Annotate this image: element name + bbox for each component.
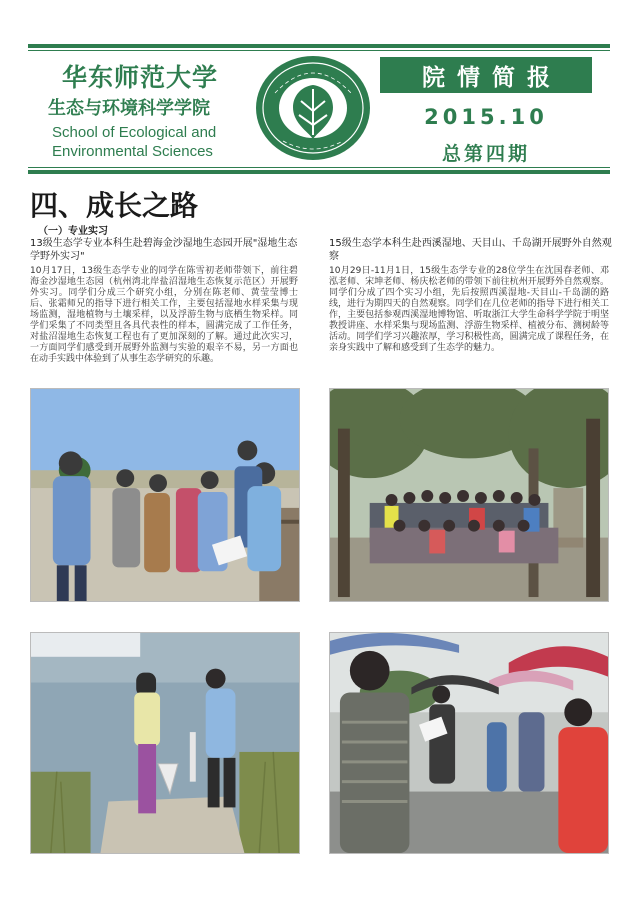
article-2-body: 10月29日-11月1日，15级生态学专业的28位学生在沈国春老师、邓泓老师、宋坤老师、杨庆松老师的带领下前往杭州开展野外自然观察。同学们分成了四个实习小组，先后按照西溪湿地-天目山-千岛湖的路线，进行为期四天的自然观察。同学们在几位老师的指导下进行相关工作，主要包括参观西溪湿地博物馆、听取浙江大学生命科学学院于明坚教授讲座、水样采集与现场监测、浮游生物采样、植被分布、测树龄等活动。同学们学习兴趣浓厚，学习积极性高，圆满完成了课程任务，在亲身实践中了解和感受到了生态学的魅力。 [329,266,609,353]
header-rule-bottom-thick [28,170,610,174]
college-name-en-line1: School of Ecological and [52,124,217,141]
college-name-cn: 生态与环境科学学院 [48,98,210,119]
photo-students-boardwalk [30,388,300,602]
article-2-title: 15级生态学本科生赴西溪湿地、天目山、千岛湖开展野外自然观察 [329,238,612,262]
college-name-en-line2: Environmental Sciences [52,143,213,160]
issue-date: 2015.10 [424,105,548,129]
issue-number: 总第四期 [441,143,530,165]
header-rule-bottom-thin [28,167,610,168]
university-name-cn: 华东师范大学 [62,63,219,92]
header-rule-top-thick [28,44,610,48]
photo-group-forest [329,388,609,602]
university-seal-logo [253,53,373,163]
article-1-body: 10月17日，13级生态学专业的同学在陈雪初老师带领下，前往碧海金沙湿地生态园（杭州湾北岸盐沼湿地生态恢复示范区）开展野外实习。同学们分成三个研究小组，分别在陈老师、黄莹莹博士后、张霜师兄的指导下进行相关工作，主要包括湿地水样采集与现场监测，湿地植物与土壤采样，以及浮游生物与底栖生物采样。同学们采集了不同类型且各具代表性的样本，圆满完成了工作任务，对盐沼湿地生态恢复工程也有了更加深刻的了解。通过此次实习，一方面同学们感受到开展野外监测与实验的艰辛不易，另一方面也在动手实践中体验到了从事生态学研究的乐趣。 [30,266,298,364]
header-rule-top-thin [28,50,610,51]
newsletter-banner: 院情简报 [380,57,592,93]
photo-water-sampling [30,632,300,854]
section-title: 四、成长之路 [30,189,199,222]
section-subheading: （一）专业实习 [38,226,108,237]
photo-rain-umbrellas [329,632,609,854]
article-1-title: 13级生态学专业本科生赴碧海金沙湿地生态园开展"湿地生态学野外实习" [30,238,298,262]
